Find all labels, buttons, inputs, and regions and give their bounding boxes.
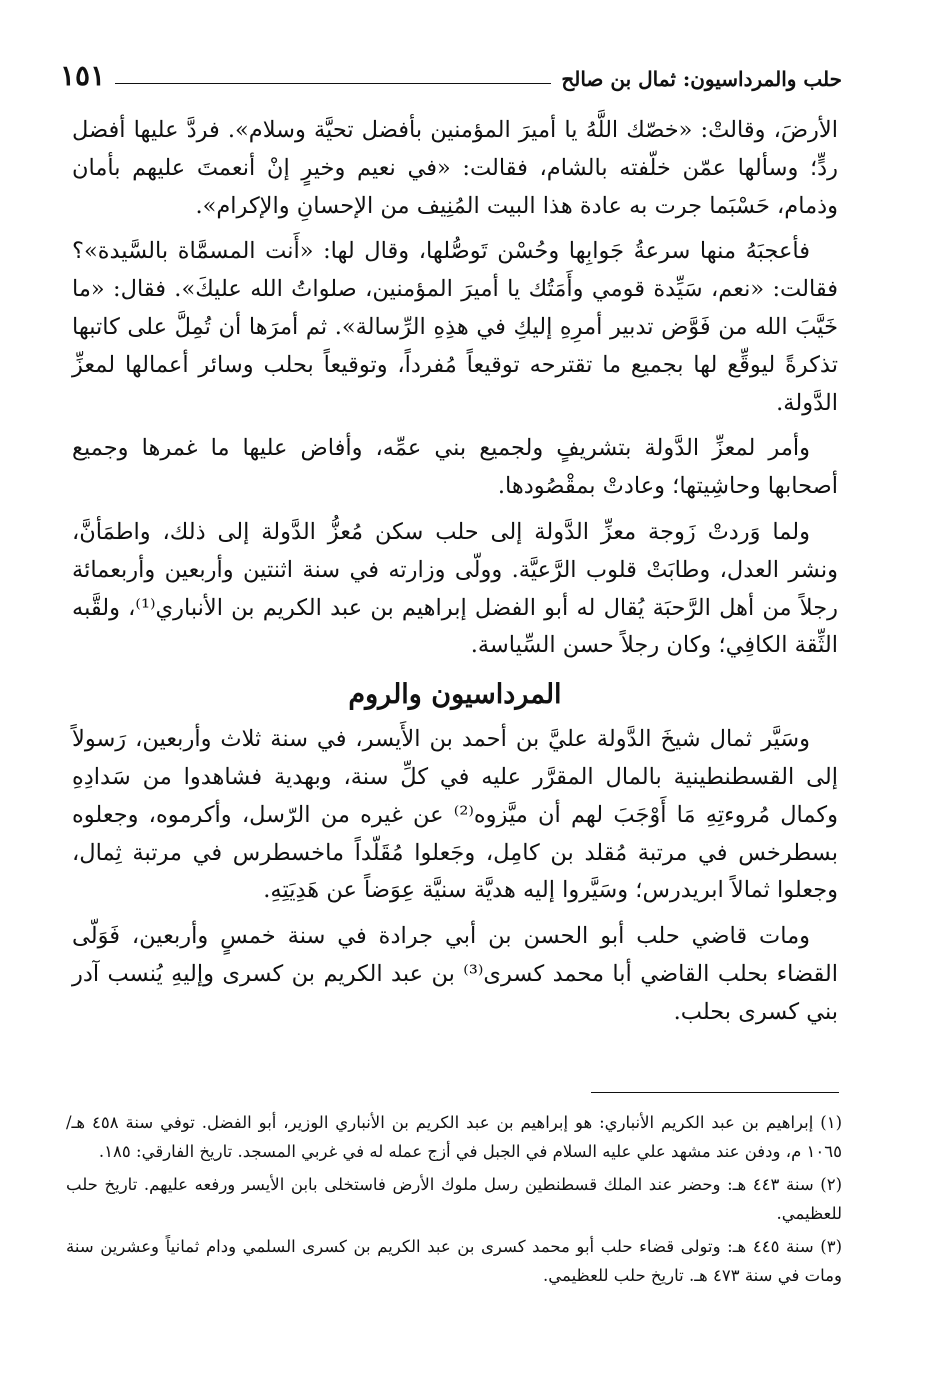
page-number: ١٥١ (60, 59, 106, 92)
footnote: (١) إبراهيم بن عبد الكريم الأنباري: هو إبراهيم بن عبد الكريم بن الأنباري الوزير، أبو الفضل. توفي سنة ٤٥٨ هـ/ ١٠٦٥ م، ودفن عند مشهد علي عليه السلام في الجبل في أزج عمله له في غربي المسجد. تاريخ الفارقي: ١٨٥. (66, 1113, 843, 1161)
paragraph: الأرضَ، وقالتْ: «خصّك اللَّهُ يا أميرَ المؤمنين بأفضل تحيَّة وسلام». فردَّ عليها أفضل ردٍّ؛ وسألها عمّن خلّفته بالشام، فقالت: «في نعيم وخيرٍ إنْ أنعمتَ عليهم بأمان وذمام، حَسْبَما جرت به عادة هذا البيت المُنِيف من الإحسانِ والإكرام». (72, 117, 838, 219)
running-head: حلب والمرداسيون: ثمال بن صالح (561, 67, 842, 91)
section-heading: المرداسيون والروم (348, 679, 562, 711)
paragraph: ومات قاضي حلب أبو الحسن بن أبي جرادة في سنة خمسٍ وأربعين، فَوَلّى القضاء بحلب القاضي أبا محمد كسرى⁽³⁾ بن عبد الكريم بن كسرى وإليهِ يُنسب آدر بني كسرى بحلب. (72, 923, 839, 1025)
header-rule (115, 83, 551, 84)
paragraph: وسَيَّر ثمال شيخَ الدَّولة عليَّ بن أحمد بن الأَيسر، في سنة ثلاث وأربعين، رَسولاً إلى القسطنطينية بالمال المقرَّر عليه في كلِّ سنة، وبهدية فشاهدوا من سَدادِهِ وكمال مُروءتِهِ مَا أَوْجَبَ لهم أن ميَّزوه⁽²⁾ عن غيره من الرّسل، وأكرموه، وجعلوه بسطرخس في مرتبة مُقلد بن كامِل، وجَعلوا مُقَلّداً ماخسطرس في مرتبة ثِمال، وجعلوا ثمالاً ابريدرس؛ وسَيَّروا إليه هديَّة سنيَّة عِوَضاً عن هَدِيَتِهِ. (72, 726, 838, 904)
footnotes (66, 1108, 842, 1294)
footnote-separator (591, 1092, 839, 1093)
footnote: (٢) سنة ٤٤٣ هـ: وحضر عند الملك قسطنطين رسل ملوك الأرض فاستخلى بابن الأيسر ورفعه عليهم. تاريخ حلب للعظيمي. (66, 1175, 843, 1223)
footnote: (٣) سنة ٤٤٥ هـ: وتولى قضاء حلب أبو محمد كسرى بن عبد الكريم بن كسرى السلمي ودام ثمانياً وعشرين سنة ومات في سنة ٤٧٣ هـ. تاريخ حلب للعظيمي. (66, 1237, 842, 1285)
page-header (60, 52, 842, 92)
paragraph: ولما وَردتْ زَوجة معزِّ الدَّولة إلى حلب سكن مُعزُّ الدَّولة إلى ذلك، واطمَأنَّ، ونشر العدل، وطابَتْ قلوب الرَّعيَّة. وولّى وزارته في سنة اثنتين وأربعين وأربعمائة رجلاً من أهل الرَّحبَة يُقال له أبو الفضل إبراهيم بن عبد الكريم بن الأنباري⁽¹⁾، ولقَّبه الثِّقة الكافِي؛ وكان رجلاً حسن السِّياسة. (72, 518, 838, 659)
main-text (72, 112, 838, 1040)
paragraph: وأمر لمعزِّ الدَّولة بتشريفٍ ولجميع بني عمِّه، وأفاض عليها ما غمرها وجميع أصحابها وحاشِيتها؛ وعادتْ بمقْصُودها. (72, 435, 838, 500)
paragraph: فأعجبَهُ منها سرعةُ جَوابِها وحُسْن تَوصُّلها، وقال لها: «أَنت المسمَّاة بالسَّيدة»؟ فقالت: «نعم، سَيِّدة قومي وأَمَتُك يا أميرَ المؤمنين، صلواتُ الله عليكَ». فقال: «ما خَيَّبَ الله من فَوَّض تدبير أمرِهِ إليكِ في هذِهِ الرِّسالة». ثم أمرَها أن تُمِلَّ على كاتبها تذكرةً ليوقِّع لها بجميع ما تقترحه توقيعاً مُفرداً، وتوقيعاً بحلب وسائر أعمالها لمعزِّ الدَّولة. (72, 238, 838, 416)
